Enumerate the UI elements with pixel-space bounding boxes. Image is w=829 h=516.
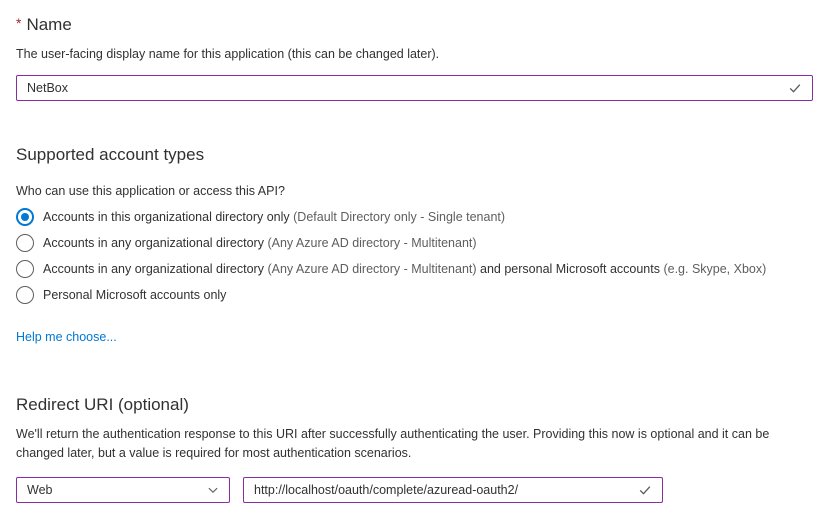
redirect-uri-field bbox=[243, 477, 663, 503]
platform-select[interactable] bbox=[16, 477, 230, 503]
chevron-down-icon bbox=[207, 484, 219, 496]
redirect-uri-section bbox=[16, 394, 813, 503]
radio-option-label: Personal Microsoft accounts only bbox=[43, 288, 227, 302]
account-type-options bbox=[16, 204, 813, 308]
redirect-uri-heading: Redirect URI (optional) bbox=[16, 395, 189, 414]
account-type-option[interactable] bbox=[16, 256, 813, 282]
radio-option-label: Accounts in this organizational directory only (Default Directory only - Single tenant) bbox=[43, 210, 506, 224]
redirect-uri-description: We'll return the authentication response to this URI after successfully authenticating the user. Providing this now is optional and it can be changed later, but a value is required for most authentication scenarios. bbox=[16, 427, 770, 460]
required-asterisk: * bbox=[16, 15, 22, 31]
account-types-heading: Supported account types bbox=[16, 145, 205, 164]
account-type-option[interactable] bbox=[16, 282, 813, 308]
account-types-section bbox=[16, 144, 813, 346]
radio-option-label: Accounts in any organizational directory (Any Azure AD directory - Multitenant) bbox=[43, 236, 477, 250]
help-me-choose-link[interactable]: Help me choose... bbox=[16, 330, 117, 344]
account-types-question: Who can use this application or access this API? bbox=[16, 184, 285, 198]
checkmark-icon bbox=[788, 81, 802, 95]
platform-select-value: Web bbox=[27, 483, 53, 497]
checkmark-icon bbox=[638, 483, 652, 497]
radio-option-label: Accounts in any organizational directory (Any Azure AD directory - Multitenant) and personal Microsoft accounts (e.g. Skype, Xbox) bbox=[43, 262, 767, 276]
name-description: The user-facing display name for this application (this can be changed later). bbox=[16, 47, 440, 61]
radio-button[interactable] bbox=[16, 286, 34, 304]
name-input-field bbox=[16, 75, 813, 101]
redirect-uri-row bbox=[16, 477, 813, 503]
radio-button[interactable] bbox=[16, 208, 34, 226]
radio-button[interactable] bbox=[16, 260, 34, 278]
radio-button[interactable] bbox=[16, 234, 34, 252]
name-section-heading bbox=[16, 12, 813, 36]
account-type-option[interactable] bbox=[16, 230, 813, 256]
redirect-uri-input[interactable] bbox=[254, 483, 630, 497]
name-heading-label: Name bbox=[26, 15, 72, 34]
account-type-option[interactable] bbox=[16, 204, 813, 230]
name-input[interactable] bbox=[27, 81, 780, 95]
